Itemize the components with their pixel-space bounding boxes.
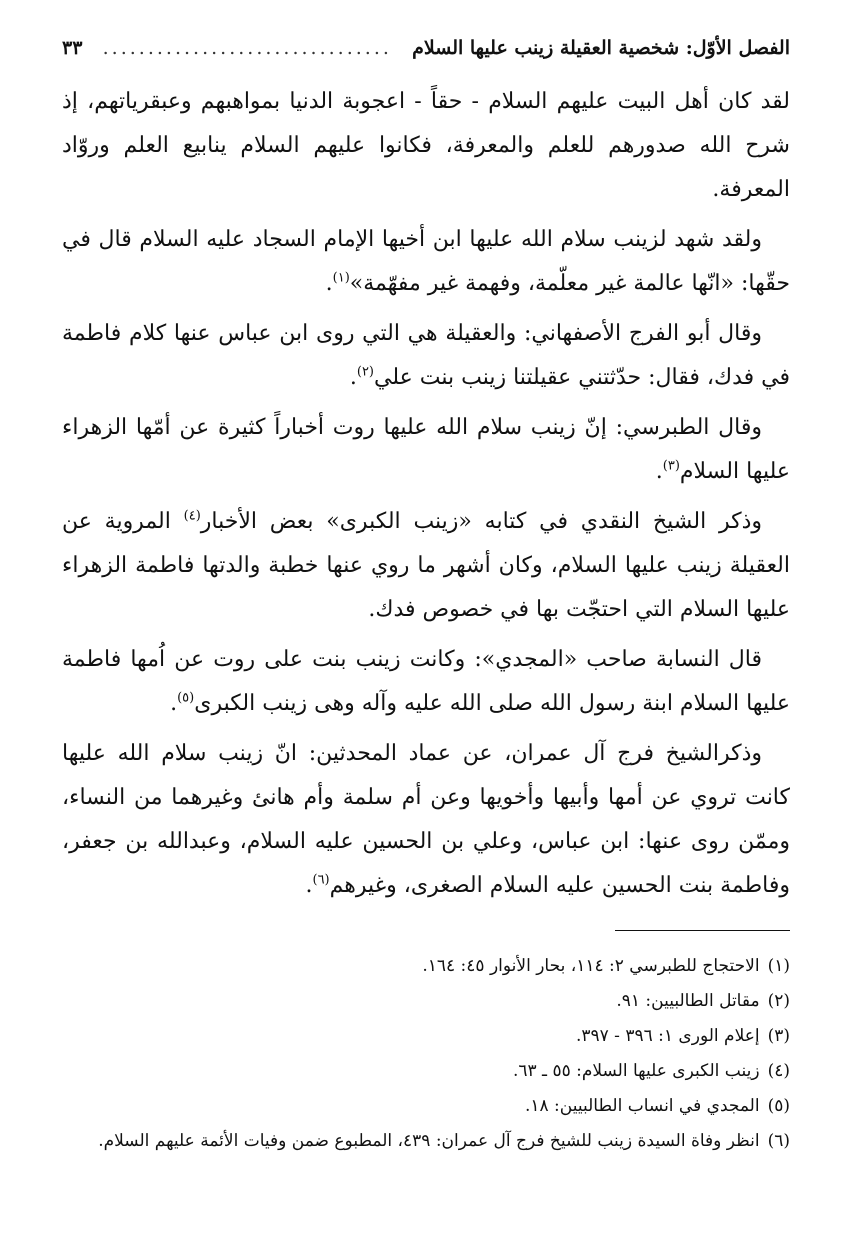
document-page	[62, 30, 790, 1159]
footnotes	[62, 949, 790, 1159]
running-header	[62, 30, 790, 70]
paragraph-text: لقد كان أهل البيت عليهم السلام - حقاً - اعجوبة الدنيا بمواهبهم وعبقرياتهم، إذ شرح الله صدورهم للعلم والمعرفة، فكانوا عليهم السلام ينابيع العلم وروّاد المعرفة.	[62, 89, 790, 202]
footnote-4	[62, 1054, 790, 1089]
leader-dots: ................................	[102, 37, 392, 59]
paragraph-text: ولقد شهد لزينب سلام الله عليها ابن أخيها الإمام السجاد عليه السلام قال في حقّها: «انّها عالمة غير معلّمة، وفهمة غير مفهّمة»	[62, 227, 790, 296]
paragraph-7	[62, 732, 790, 908]
paragraph-3	[62, 312, 790, 400]
chapter-title: الفصل الأوّل: شخصية العقيلة زينب عليها السلام	[412, 37, 790, 59]
footnote-ref-5[interactable]: (٥)	[177, 690, 195, 706]
footnote-text: زينب الكبرى عليها السلام: ٥٥ ـ ٦٣.	[512, 1061, 760, 1081]
footnote-text: المجدي في انساب الطالبيين: ١٨.	[524, 1096, 760, 1116]
footnote-text: انظر وفاة السيدة زينب للشيخ فرج آل عمران: ٤٣٩، المطبوع ضمن وفيات الأئمة عليهم السلام.	[98, 1131, 760, 1151]
footnote-separator	[615, 930, 790, 931]
period: .	[170, 691, 178, 716]
footnote-2	[62, 984, 790, 1019]
footnote-text: الاحتجاج للطبرسي ٢: ١١٤، بحار الأنوار ٤٥: ١٦٤.	[422, 956, 760, 976]
footnote-1	[62, 949, 790, 984]
paragraph-text: وقال الطبرسي: إنّ زينب سلام الله عليها روت أخباراً كثيرة عن أمّها الزهراء عليها السلام	[62, 415, 790, 484]
paragraph-text: وذكر الشيخ النقدي في كتابه «زينب الكبرى» بعض الأخبار	[200, 509, 763, 534]
footnote-text: مقاتل الطالبيين: ٩١.	[616, 991, 760, 1011]
paragraph-text: المروية عن العقيلة زينب عليها السلام، وكان أشهر ما روي عنها خطبة والدتها فاطمة الزهراء عليها السلام التي احتجّت بها في خصوص فدك.	[62, 509, 790, 622]
footnote-ref-3[interactable]: (٣)	[662, 458, 680, 474]
footnote-ref-1[interactable]: (١)	[332, 270, 350, 286]
footnote-number: (٤)	[767, 1061, 790, 1081]
footnote-number: (٦)	[767, 1131, 790, 1151]
period: .	[655, 459, 663, 484]
footnote-ref-6[interactable]: (٦)	[312, 872, 330, 888]
footnote-6	[62, 1124, 790, 1159]
period: .	[305, 873, 313, 898]
paragraph-4	[62, 406, 790, 494]
body-text	[62, 80, 790, 908]
paragraph-text: وقال أبو الفرج الأصفهاني: والعقيلة هي التي روى ابن عباس عنها كلام فاطمة في فدك، فقال: حدّثتني عقيلتنا زينب بنت علي	[62, 321, 790, 390]
paragraph-1	[62, 80, 790, 212]
footnote-number: (٥)	[767, 1096, 790, 1116]
footnote-number: (١)	[767, 956, 790, 976]
period: .	[325, 271, 333, 296]
footnote-5	[62, 1089, 790, 1124]
page-number: ٣٣	[62, 37, 83, 59]
period: .	[349, 365, 357, 390]
paragraph-2	[62, 218, 790, 306]
footnote-ref-4[interactable]: (٤)	[183, 508, 201, 524]
paragraph-text: قال النسابة صاحب «المجدي»: وكانت زينب بنت على روت عن اُمها فاطمة عليها السلام ابنة رسول الله صلى الله عليه وآله وهى زينب الكبرى	[62, 647, 790, 716]
footnote-ref-2[interactable]: (٢)	[356, 364, 374, 380]
footnote-number: (٢)	[767, 991, 790, 1011]
footnote-number: (٣)	[767, 1026, 790, 1046]
paragraph-text: وذكرالشيخ فرج آل عمران، عن عماد المحدثين: انّ زينب سلام الله عليها كانت تروي عن أمها وأبيها وأخويها وعن أم سلمة وأم هانئ وغيرهما من النساء، وممّن روى عنها: ابن عباس، وعلي بن الحسين عليه السلام، وعبدالله بن جعفر، وفاطمة بنت الحسين عليه السلام الصغرى، وغيرهم	[62, 741, 790, 898]
paragraph-6	[62, 638, 790, 726]
footnote-3	[62, 1019, 790, 1054]
footnote-text: إعلام الورى ١: ٣٩٦ - ٣٩٧.	[575, 1026, 760, 1046]
paragraph-5	[62, 500, 790, 632]
